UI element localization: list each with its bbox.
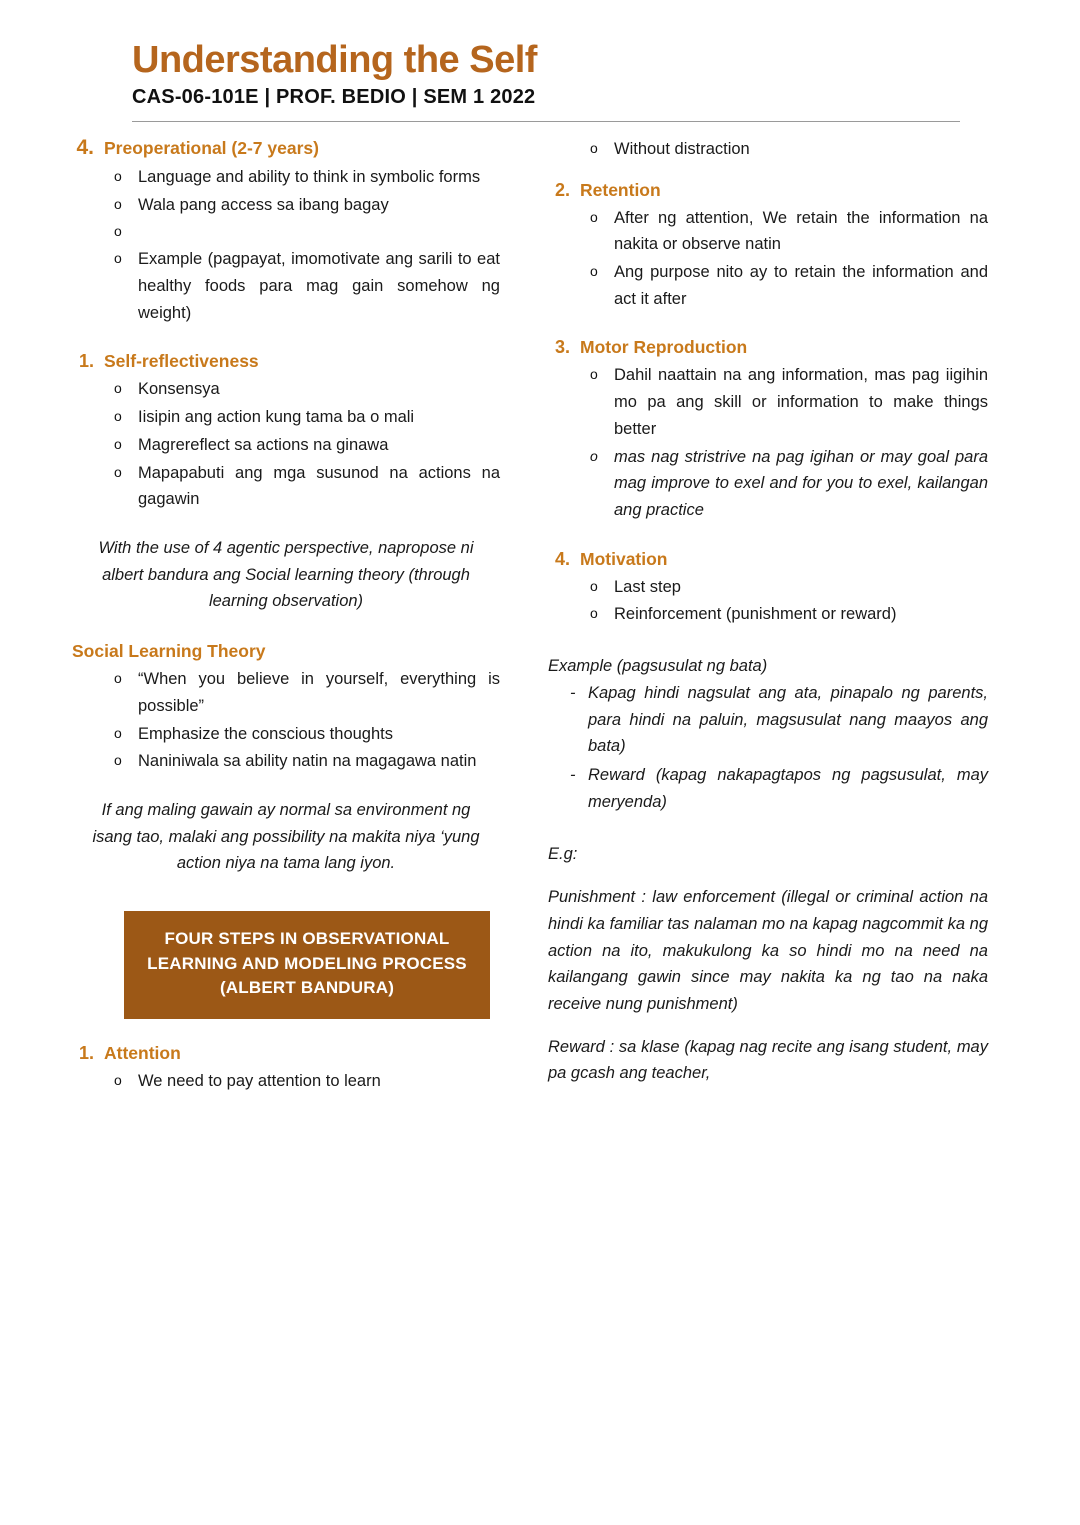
heading-number: 4. xyxy=(554,548,570,569)
list-item: o Example (pagpayat, imomotivate ang sarili to eat healthy foods para mag gain somehow ng weight) xyxy=(138,246,500,326)
document-header xyxy=(60,40,1020,109)
list-item: - Reward (kapag nakapagtapos ng pagsusulat, may meryenda) xyxy=(588,762,988,815)
page-title: Understanding the Self xyxy=(132,39,537,81)
list-item: o mas nag stristrive na pag igihan or may goal para mag improve to exel and for you to exel, kailangan ang practice xyxy=(614,444,988,524)
callout-four-steps: FOUR STEPS IN OBSERVATIONAL LEARNING AND MODELING PROCESS (ALBERT BANDURA) xyxy=(124,911,490,1019)
left-column xyxy=(60,136,500,1096)
list-item: o Language and ability to think in symbolic forms xyxy=(138,164,500,191)
heading-number: 1. xyxy=(78,1043,94,1064)
heading-number: 1. xyxy=(78,351,94,372)
list-item: o Naniniwala sa ability natin na magagawa natin xyxy=(138,748,500,775)
reward-paragraph: Reward : sa klase (kapag nag recite ang isang student, may pa gcash ang teacher, xyxy=(548,1037,988,1083)
list-item: o We need to pay attention to learn xyxy=(138,1068,500,1095)
right-column xyxy=(548,136,988,1096)
heading-number: 4. xyxy=(76,135,94,159)
list-attention xyxy=(72,1068,500,1095)
list-self-reflectiveness xyxy=(72,376,500,513)
agentic-perspective-note: With the use of 4 agentic perspective, napropose ni albert bandura ang Social learning theory (through learning observation) xyxy=(98,538,474,611)
list-preoperational xyxy=(72,164,500,327)
punishment-paragraph: Punishment : law enforcement (illegal or criminal action na hindi ka familiar tas nalaman mo na kapag nagcommit ka ng action na ito, makukulong ka so hindi mo na need na kailangang gawin since may nakita ka ng tao na naka receive nung punishment) xyxy=(548,888,988,1014)
list-item-empty xyxy=(138,219,500,245)
list-item: o After ng attention, We retain the information na nakita or observe natin xyxy=(614,205,988,258)
list-item: o Last step xyxy=(614,574,988,601)
list-social-learning-theory xyxy=(72,666,500,775)
example-label: Example (pagsusulat ng bata) xyxy=(548,657,768,676)
list-motor-reproduction xyxy=(548,362,988,523)
normal-environment-note: If ang maling gawain ay normal sa environment ng isang tao, malaki ang possibility na makita niya ‘yung action niya na tama lang iyon. xyxy=(92,801,480,873)
heading-text: Retention xyxy=(580,179,661,200)
list-item: o Konsensya xyxy=(138,376,500,403)
list-item: o “When you believe in yourself, everything is possible” xyxy=(138,666,500,719)
list-motivation xyxy=(548,574,988,628)
heading-number: 2. xyxy=(554,179,570,200)
heading-motivation xyxy=(548,549,988,570)
heading-motor-reproduction xyxy=(548,337,988,358)
list-item: o Iisipin ang action kung tama ba o mali xyxy=(138,404,500,431)
eg-label: E.g: xyxy=(548,845,578,864)
heading-preoperational xyxy=(72,136,500,160)
list-item: o Reinforcement (punishment or reward) xyxy=(614,601,988,628)
list-item: - Kapag hindi nagsulat ang ata, pinapalo ng parents, para hindi na paluin, magsusulat nang maayos ang bata) xyxy=(588,680,988,760)
list-item: o Dahil naattain na ang information, mas pag iigihin mo pa ang skill or information to make things better xyxy=(614,362,988,442)
heading-text: Motivation xyxy=(580,548,668,569)
heading-self-reflectiveness xyxy=(72,351,500,372)
heading-text: Motor Reproduction xyxy=(580,337,748,358)
list-item: o Without distraction xyxy=(614,136,988,163)
list-example-items xyxy=(548,680,988,816)
list-item: o Ang purpose nito ay to retain the information and act it after xyxy=(614,259,988,312)
list-item: o Emphasize the conscious thoughts xyxy=(138,721,500,748)
heading-text: Self-reflectiveness xyxy=(104,351,259,372)
list-item: o Magrereflect sa actions na ginawa xyxy=(138,432,500,459)
heading-retention xyxy=(548,180,988,201)
heading-text: Preoperational (2-7 years) xyxy=(104,137,319,158)
list-item: o Wala pang access sa ibang bagay xyxy=(138,192,500,219)
list-item: o Mapapabuti ang mga susunod na actions na gagawin xyxy=(138,460,500,513)
heading-social-learning-theory: Social Learning Theory xyxy=(72,641,266,662)
heading-attention xyxy=(72,1043,500,1064)
heading-number: 3. xyxy=(554,337,570,358)
course-info: CAS-06-101E | PROF. BEDIO | SEM 1 2022 xyxy=(132,85,536,108)
two-column-body xyxy=(60,136,1020,1096)
list-attention-continued xyxy=(548,136,988,163)
heading-text: Attention xyxy=(104,1043,181,1064)
list-retention xyxy=(548,205,988,313)
header-divider xyxy=(132,121,960,122)
